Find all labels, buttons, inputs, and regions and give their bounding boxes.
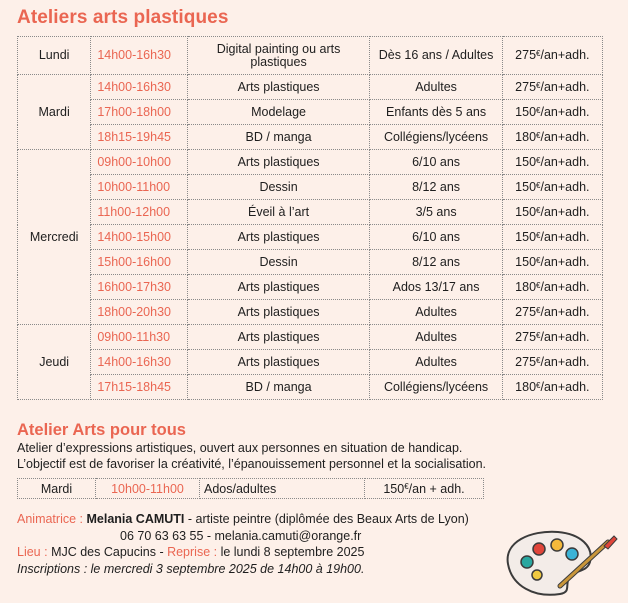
activity-cell: Arts plastiques [187, 275, 370, 300]
age-cell: Collégiens/lycéens [370, 375, 502, 400]
price-cell: 150€/an + adh. [365, 479, 484, 499]
activity-cell: Éveil à l’art [187, 200, 370, 225]
price-cell: 180€/an+adh. [502, 125, 602, 150]
time-cell: 17h15-18h45 [91, 375, 187, 400]
lieu-value: MJC des Capucins - [47, 545, 168, 559]
table-row [18, 175, 603, 200]
time-cell: 14h00-15h00 [91, 225, 187, 250]
animatrice-label: Animatrice : [17, 512, 83, 526]
table-row [18, 479, 484, 499]
time-cell: 18h15-19h45 [91, 125, 187, 150]
price-cell: 275€/an+adh. [502, 300, 602, 325]
lieu-label: Lieu : [17, 545, 48, 559]
time-cell: 17h00-18h00 [91, 100, 187, 125]
activity-cell: Modelage [187, 100, 370, 125]
table-row [18, 250, 603, 275]
age-cell: 6/10 ans [370, 225, 502, 250]
price-cell: 275€/an+adh. [502, 37, 602, 75]
activity-cell: Arts plastiques [187, 300, 370, 325]
age-cell: Adultes [370, 325, 502, 350]
time-cell: 10h00-11h00 [96, 479, 200, 499]
activity-cell: Dessin [187, 175, 370, 200]
price-cell: 180€/an+adh. [502, 375, 602, 400]
time-cell: 14h00-16h30 [91, 350, 187, 375]
age-cell: Adultes [370, 350, 502, 375]
price-cell: 180€/an+adh. [502, 275, 602, 300]
table-row [18, 275, 603, 300]
activity-cell: Arts plastiques [187, 75, 370, 100]
age-cell: 6/10 ans [370, 150, 502, 175]
day-cell: Jeudi [18, 325, 91, 400]
activity-cell: Arts plastiques [187, 225, 370, 250]
age-cell: 8/12 ans [370, 250, 502, 275]
day-cell: Mercredi [18, 150, 91, 325]
animatrice-line [17, 511, 517, 528]
price-cell: 150€/an+adh. [502, 175, 602, 200]
animatrice-name: Melania CAMUTI [86, 512, 185, 526]
day-cell: Lundi [18, 37, 91, 75]
age-cell: Ados/adultes [200, 479, 365, 499]
schedule-table [17, 36, 603, 400]
contact-info [17, 511, 517, 577]
arts-pour-tous-table [17, 478, 484, 499]
time-cell: 18h00-20h30 [91, 300, 187, 325]
price-cell: 275€/an+adh. [502, 325, 602, 350]
table-row [18, 150, 603, 175]
table-row [18, 200, 603, 225]
age-cell: Enfants dès 5 ans [370, 100, 502, 125]
activity-cell: BD / manga [187, 375, 370, 400]
phone-email: 06 70 63 63 55 - melania.camuti@orange.fr [120, 528, 362, 543]
time-cell: 14h00-16h30 [91, 75, 187, 100]
table-row [18, 375, 603, 400]
section-description [17, 441, 617, 472]
time-cell: 09h00-10h00 [91, 150, 187, 175]
activity-cell: Arts plastiques [187, 150, 370, 175]
time-cell: 16h00-17h30 [91, 275, 187, 300]
price-cell: 150€/an+adh. [502, 250, 602, 275]
inscriptions-line: Inscriptions : le mercredi 3 septembre 2025 de 14h00 à 19h00. [17, 561, 365, 576]
price-cell: 150€/an+adh. [502, 100, 602, 125]
time-cell: 15h00-16h00 [91, 250, 187, 275]
price-cell: 275€/an+adh. [502, 350, 602, 375]
table-row [18, 37, 603, 75]
table-row [18, 350, 603, 375]
section-title-ateliers: Ateliers arts plastiques [17, 7, 229, 28]
day-cell: Mardi [18, 479, 96, 499]
age-cell: Dès 16 ans / Adultes [370, 37, 502, 75]
table-row [18, 100, 603, 125]
price-cell: 150€/an+adh. [502, 200, 602, 225]
reprise-label: Reprise : [167, 545, 218, 559]
table-row [18, 125, 603, 150]
time-cell: 09h00-11h30 [91, 325, 187, 350]
age-cell: Ados 13/17 ans [370, 275, 502, 300]
lieu-line [17, 544, 517, 561]
age-cell: Collégiens/lycéens [370, 125, 502, 150]
table-row [18, 325, 603, 350]
price-cell: 150€/an+adh. [502, 150, 602, 175]
section-title-arts-pour-tous: Atelier Arts pour tous [17, 421, 186, 439]
time-cell: 11h00-12h00 [91, 200, 187, 225]
age-cell: 3/5 ans [370, 200, 502, 225]
paint-palette-icon [500, 512, 622, 598]
day-cell: Mardi [18, 75, 91, 150]
reprise-value: le lundi 8 septembre 2025 [217, 545, 365, 559]
activity-cell: BD / manga [187, 125, 370, 150]
description-line: L’objectif est de favoriser la créativité, l’épanouissement personnel et la socialisation. [17, 456, 487, 471]
time-cell: 10h00-11h00 [91, 175, 187, 200]
table-row [18, 75, 603, 100]
age-cell: 8/12 ans [370, 175, 502, 200]
table-row [18, 300, 603, 325]
time-cell: 14h00-16h30 [91, 37, 187, 75]
activity-cell: Digital painting ou arts plastiques [187, 37, 370, 75]
activity-cell: Arts plastiques [187, 325, 370, 350]
age-cell: Adultes [370, 300, 502, 325]
table-row [18, 225, 603, 250]
description-line: Atelier d’expressions artistiques, ouvert aux personnes en situation de handicap. [17, 441, 463, 455]
age-cell: Adultes [370, 75, 502, 100]
activity-cell: Arts plastiques [187, 350, 370, 375]
animatrice-desc: - artiste peintre (diplômée des Beaux Arts de Lyon) [184, 512, 469, 526]
price-cell: 150€/an+adh. [502, 225, 602, 250]
activity-cell: Dessin [187, 250, 370, 275]
price-cell: 275€/an+adh. [502, 75, 602, 100]
